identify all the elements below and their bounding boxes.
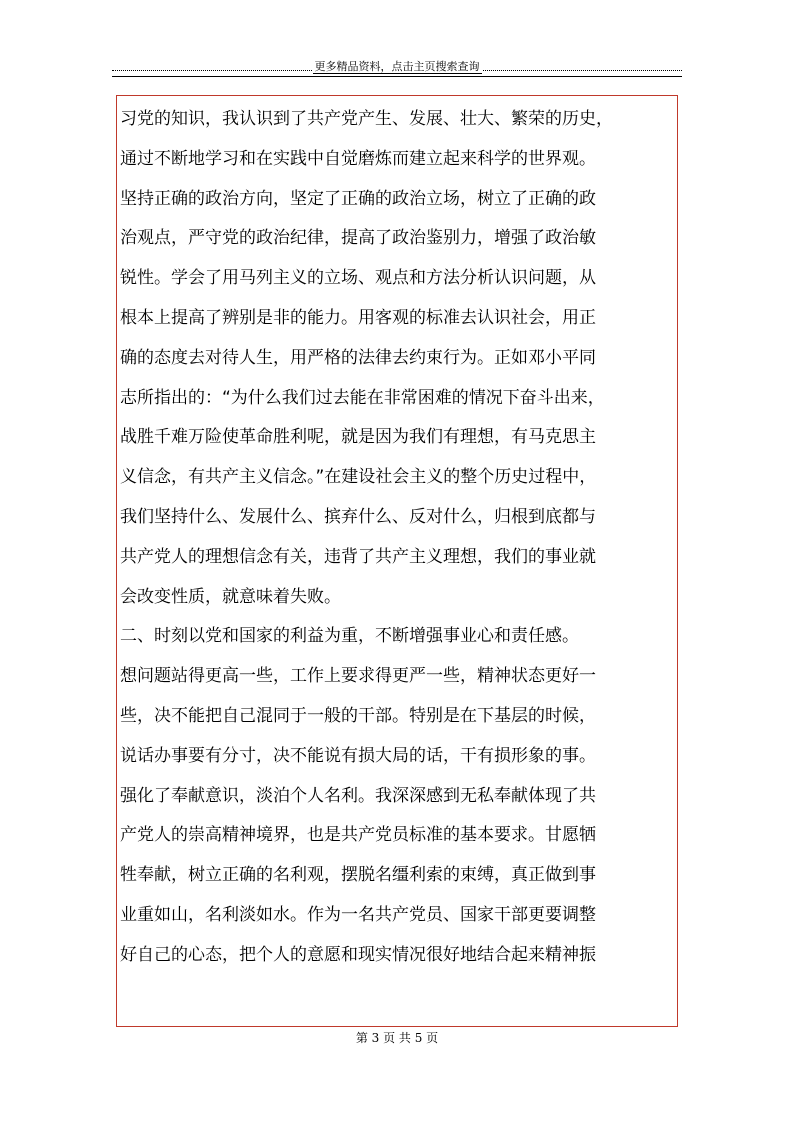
body-line: 想问题站得更高一些，工作上要求得更严一些，精神状态更好一 <box>120 666 596 687</box>
body-line: 强化了奉献意识，淡泊个人名利。我深深感到无私奉献体现了共 <box>120 785 596 806</box>
body-line: 通过不断地学习和在实践中自觉磨炼而建立起来科学的世界观。 <box>120 148 596 169</box>
header-text: 更多精品资料，点击主页搜索查询 <box>314 60 480 73</box>
body-line: 根本上提高了辨别是非的能力。用客观的标准去认识社会，用正 <box>120 307 596 328</box>
body-line: 好自己的心态，把个人的意愿和现实情况很好地结合起来精神振 <box>120 944 596 965</box>
page-header <box>112 58 682 76</box>
body-line: 习党的知识，我认识到了共产党产生、发展、壮大、繁荣的历史， <box>120 109 613 129</box>
body-line: 志所指出的：“为什么我们过去能在非常困难的情况下奋斗出来， <box>120 387 605 408</box>
body-line: 治观点，严守党的政治纪律，提高了政治鉴别力，增强了政治敏 <box>120 228 596 249</box>
body-line: 共产党人的理想信念有关，违背了共产主义理想，我们的事业就 <box>120 546 596 567</box>
header-rule <box>112 76 682 77</box>
body-line: 牲奉献，树立正确的名利观，摆脱名缰利索的束缚，真正做到事 <box>120 865 596 886</box>
body-line: 我们坚持什么、发展什么、摈弃什么、反对什么，归根到底都与 <box>120 506 596 527</box>
section-heading: 二、时刻以党和国家的利益为重，不断增强事业心和责任感。 <box>120 626 579 647</box>
body-line: 确的态度去对待人生，用严格的法律去约束行为。正如邓小平同 <box>120 347 596 368</box>
body-line: 会改变性质，就意味着失败。 <box>120 586 341 607</box>
document-body <box>120 100 680 976</box>
body-line: 产党人的崇高精神境界，也是共产党员标准的基本要求。甘愿牺 <box>120 825 596 846</box>
body-line: 义信念，有共产主义信念。”在建设社会主义的整个历史过程中， <box>120 467 597 488</box>
body-line: 战胜千难万险使革命胜利呢，就是因为我们有理想，有马克思主 <box>120 427 596 448</box>
body-line: 些，决不能把自己混同于一般的干部。特别是在下基层的时候， <box>120 705 596 726</box>
body-line: 坚持正确的政治方向，坚定了正确的政治立场，树立了正确的政 <box>120 188 596 209</box>
body-line: 业重如山，名利淡如水。作为一名共产党员、国家干部更要调整 <box>120 904 596 925</box>
body-line: 锐性。学会了用马列主义的立场、观点和方法分析认识问题，从 <box>120 268 596 289</box>
body-line: 说话办事要有分寸，决不能说有损大局的话，干有损形象的事。 <box>120 745 596 766</box>
page-number: 第 3 页 共 5 页 <box>355 1031 439 1045</box>
